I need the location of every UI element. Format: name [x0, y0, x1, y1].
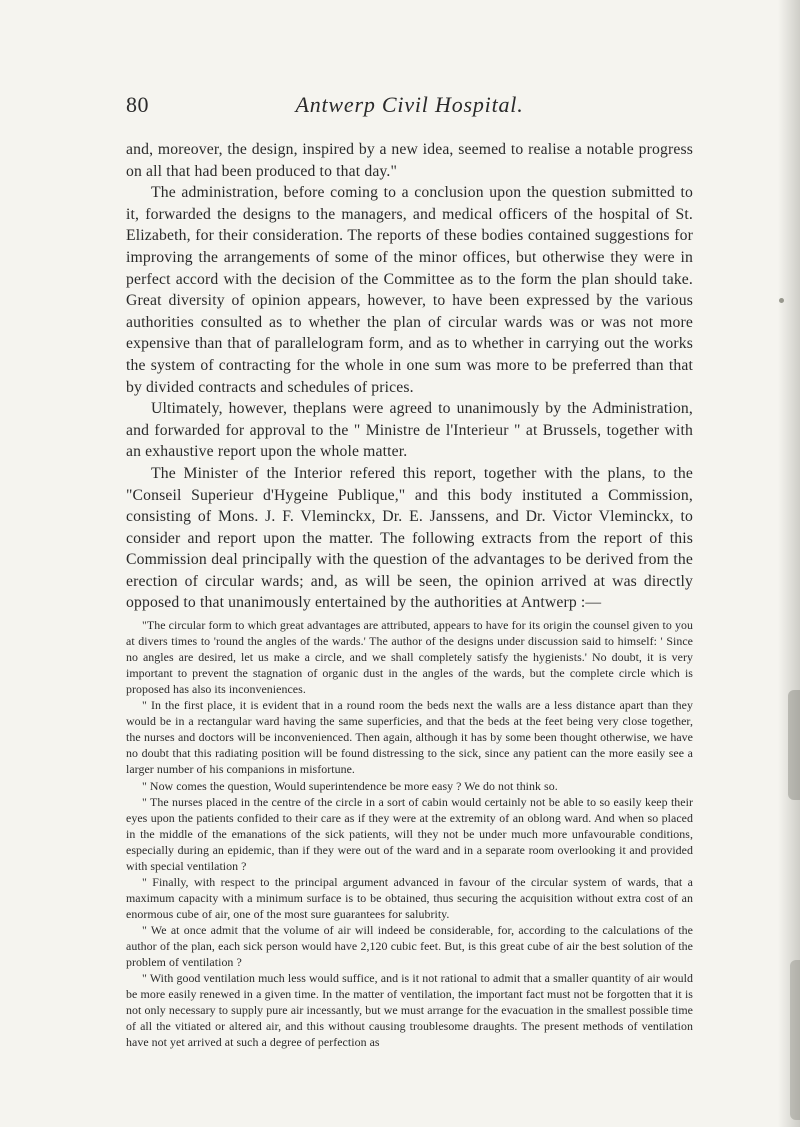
running-head: [126, 92, 693, 122]
paragraph: The administration, before coming to a conclusion upon the question submitted to it, forwarded the designs to the managers, and medical officers of the hospital of St. Elizabeth, for their consideration. The reports of these bodies contained suggestions for improving the arrangements of some of the minor offices, but otherwise they were in perfect accord with the decision of the Committee as to the form the plan should take. Great diversity of opinion appears, however, to have been expressed by the various authorities consulted as to whether the plan of circular wards was or was not more expensive than that of parallelogram form, and as to whether in carrying out the works the system of contracting for the whole in one sum was more to be preferred than that by divided contracts and schedules of prices.: [126, 184, 693, 396]
paragraph: The Minister of the Interior refered this report, together with the plans, to the "Conseil Superieur d'Hygeine Publique," and this body instituted a Commission, consisting of Mons. J. F. Vleminckx, Dr. E. Janssens, and Dr. Victor Vleminckx, to consider and report upon the matter. The following extracts from the report of this Commission deal principally with the question of the advantages to be derived from the erection of circular wards; and, as will be seen, the opinion arrived at was directly opposed to that unanimously entertained by the authorities at Antwerp :—: [126, 464, 693, 612]
quote-paragraph: " Finally, with respect to the principal argument advanced in favour of the circular system of wards, that a maximum capacity with a minimum surface is to be obtained, thus securing the acquisition without extra cost of an enormous cube of air, one of the most sure guarantees for salubrity.: [126, 874, 693, 921]
main-text: [126, 139, 693, 1050]
page-edge-stain: [788, 690, 800, 800]
page-number: 80: [126, 92, 149, 117]
page-edge-shadow: [778, 0, 800, 1127]
quote-paragraph: " With good ventilation much less would suffice, and is it not rational to admit that a smaller quantity of air would be more easily renewed in a given time. In the matter of ventilation, the important fact must not be forgotten that it is not only necessary to supply pure air incessantly, but we must arrange for the evacuation in the smallest possible time of all the vitiated or altered air, and this without causing troublesome draughts. The present methods of ventilation have not yet arrived at such a degree of perfection as: [126, 971, 693, 1050]
quote-paragraph: " Now comes the question, Would superintendence be more easy ? We do not think so.: [142, 778, 558, 793]
quote-paragraph: " In the first place, it is evident that in a round room the beds next the walls are a less distance apart than they would be in a rectangular ward having the same superficies, and that the beds at the feet being very close together, the nurses and doctors will be inconvenienced. Then again, although it has by some been thought otherwise, we have no doubt that this radiating position will be found distressing to the sick, since any patient can the more easily see a larger number of his companions in misfortune.: [126, 698, 693, 777]
report-extract: [126, 617, 693, 1050]
paragraph: and, moreover, the design, inspired by a new idea, seemed to realise a notable progress on all that had been produced to that day.": [126, 141, 693, 180]
paragraph: Ultimately, however, theplans were agreed to unanimously by the Administration, and forwarded for approval to the " Ministre de l'Interieur " at Brussels, together with an exhaustive report upon the whole matter.: [126, 400, 693, 461]
page-edge-stain: [790, 960, 800, 1120]
quote-paragraph: " The nurses placed in the centre of the circle in a sort of cabin would certainly not be able to so easily keep their eyes upon the patients confided to their care as if they were at the extremity of an oblong ward. And when so placed in the middle of the emanations of the sick patients, will they not be under much more unfavourable conditions, especially during an epidemic, than if they were out of the ward and in a separate room overlooking it and provided with special ventilation ?: [126, 794, 693, 873]
quote-paragraph: " We at once admit that the volume of air will indeed be considerable, for, according to the calculations of the author of the plan, each sick person would have 2,120 cubic feet. But, is this great cube of air the best solution of the problem of ventilation ?: [126, 922, 693, 970]
running-title: Antwerp Civil Hospital.: [295, 92, 524, 117]
quote-paragraph: "The circular form to which great advantages are attributed, appears to have for its origin the counsel given to you at divers times to 'round the angles of the wards.' The author of the designs under discussion said to himself: ' Since no angles are desired, let us make a circle, and we shall completely satisfy the hygienists.' No doubt, it is very important to prevent the stagnation of organic dust in the angles of the wards, but the complete circle which is proposed has also its inconveniences.: [126, 618, 693, 697]
